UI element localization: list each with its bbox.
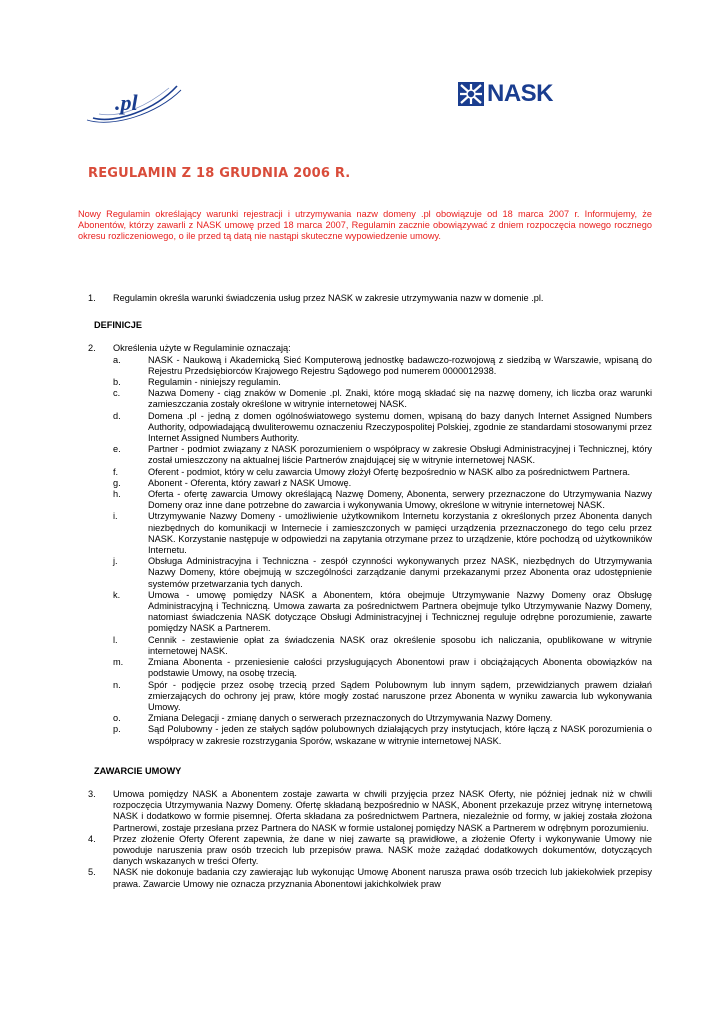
zawarcie-list <box>78 789 652 890</box>
clause-number: 2. <box>88 343 96 354</box>
definition-letter: b. <box>113 377 121 388</box>
definition-item <box>78 444 652 466</box>
definition-letter: a. <box>113 354 121 365</box>
definition-letter: p. <box>113 724 121 735</box>
clause-3 <box>78 789 652 834</box>
nask-emblem-icon <box>458 82 484 106</box>
definition-text: Umowa - umowę pomiędzy NASK a Abonentem, która obejmuje Utrzymywanie Nazwy Domeny oraz Obsługę Administracyjną i Techniczną. Umowa zawarta za pośrednictwem Partnera obejmuje tylko Utrzymywanie Nazwy Domeny, natomiast świadczenia NASK dotyczące Obsługi Administracyjnej i Technicznej reguluje odrębne porozumienie, zawarte pomiędzy NASK a Partnerem. <box>148 589 652 634</box>
definition-text: Obsługa Administracyjna i Techniczna - zespół czynności wykonywanych przez NASK, niezbędnych do Utrzymywania Nazwy Domeny, które obejmują w szczególności zarządzanie danymi przekazanymi przez Abonenta oraz udostępnienie systemów przetwarzania tych danych. <box>148 556 652 589</box>
clause-text: Przez złożenie Oferty Oferent zapewnia, że dane w niej zawarte są prawidłowe, a złożenie Oferty i wykonywanie Umowy nie powoduje naruszenia praw osób trzecich lub przepisów prawa. NASK może zażądać dodatkowych dokumentów, dotyczących danych wskazanych w treści Oferty. <box>113 833 652 867</box>
definition-text: Abonent - Oferenta, który zawarł z NASK Umowę. <box>148 477 352 488</box>
definition-letter: e. <box>113 444 121 455</box>
nask-logo-text: NASK <box>487 80 554 107</box>
definition-letter: g. <box>113 477 121 488</box>
definition-letter: c. <box>113 388 121 399</box>
clause-1 <box>78 293 652 304</box>
definition-letter: j. <box>113 556 118 567</box>
pl-logo <box>85 80 185 128</box>
definition-item <box>78 657 652 679</box>
definition-letter: k. <box>113 589 121 600</box>
clause-number: 5. <box>88 867 96 878</box>
definition-text: Zmiana Delegacji - zmianę danych o serwerach przeznaczonych do Utrzymywania Nazwy Domeny. <box>148 713 553 724</box>
pl-logo-text: .pl <box>115 90 138 115</box>
definition-letter: d. <box>113 410 121 421</box>
clause-number: 4. <box>88 833 96 844</box>
document-title: REGULAMIN Z 18 GRUDNIA 2006 R. <box>88 166 351 181</box>
definition-text: Cennik - zestawienie opłat za świadczenia NASK oraz określenie sposobu ich naliczania, opublikowane w witrynie internetowej NASK. <box>148 634 652 656</box>
definitions-list <box>78 355 652 747</box>
definition-text: Regulamin - niniejszy regulamin. <box>148 377 281 388</box>
definition-item <box>78 724 652 746</box>
definition-letter: l. <box>113 634 118 645</box>
definition-text: Oferent - podmiot, który w celu zawarcia Umowy złożył Ofertę bezpośrednio w NASK albo za pośrednictwem Partnera. <box>148 466 631 477</box>
clause-2 <box>78 343 652 354</box>
definition-text: Spór - podjęcie przez osobę trzecią przed Sądem Polubownym lub innym sądem, przewidzianych prawem działań zmierzających do ochrony jej praw, które mogły zostać naruszone przez Abonenta w wyniku zawarcia lub wykonywania Umowy. <box>148 679 652 712</box>
clause-4 <box>78 834 652 868</box>
clause-text: Umowa pomiędzy NASK a Abonentem zostaje zawarta w chwili przyjęcia przez NASK Oferty, nie później jednak niż w chwili rozpoczęcia Utrzymywania Nazwy Domeny. Ofertę składaną bezpośrednio w NASK, Abonent przekazuje przez witrynę internetową NASK i dodatkowo w formie pisemnej. Oferta składana za pośrednictwem Partnera, niezależnie od formy, w jakiej została złożona Partnerowi, zostaje przesłana przez Partnera do NASK w formie ustalonej pomiędzy NASK a Partnerem w odrębnym porozumieniu. <box>113 788 652 833</box>
definition-item <box>78 388 652 410</box>
definition-letter: o. <box>113 713 121 724</box>
section-heading-zawarcie: ZAWARCIE UMOWY <box>94 765 182 776</box>
nask-logo <box>458 80 573 108</box>
definition-text: Utrzymywanie Nazwy Domeny - umożliwienie użytkownikom Internetu korzystania z określonych przez Abonenta danych niezbędnych do komunikacji w Internecie i zamieszczonych w pamięci urządzenia przeznaczonego do tego celu przez NASK. Korzystanie następuje w odpowiedzi na zapytania otrzymane przez to urządzenie, które pochodzą od użytkowników Internetu. <box>148 511 652 556</box>
definition-text: Oferta - ofertę zawarcia Umowy określającą Nazwę Domeny, Abonenta, serwery przeznaczone do Utrzymywania Nazwy Domeny oraz inne dane potrzebne do zawarcia i wykonywania Umowy, określone w witrynie internetowej NASK. <box>148 489 652 511</box>
clause-number: 1. <box>88 293 96 303</box>
definition-text: Domena .pl - jedną z domen ogólnoświatowego systemu domen, wpisaną do bazy danych Internet Assigned Numbers Authority, odpowiadającą dwuliterowemu oznaczeniu Rzeczypospolitej Polskiej, zgodnie ze standardami stosowanymi przez Internet Assigned Numbers Authority. <box>148 410 652 444</box>
definition-letter: m. <box>113 657 124 668</box>
definition-item <box>78 467 652 478</box>
definition-letter: f. <box>113 466 119 477</box>
definition-text: Partner - podmiot związany z NASK porozumieniem o współpracy w zakresie Obsługi Administracyjnej i Technicznej, który został umieszczony na aktualnej liście Partnerów znajdującej się w witrynie internetowej NASK. <box>148 444 652 466</box>
definition-text: NASK - Naukową i Akademicką Sieć Komputerową jednostkę badawczo-rozwojową z siedzibą w Warszawie, wpisaną do Rejestru Przedsiębiorców Krajowego Rejestru Sądowego pod numerem 0000012938. <box>148 354 652 376</box>
definition-item <box>78 556 652 590</box>
definition-item <box>78 511 652 556</box>
definition-letter: h. <box>113 489 121 500</box>
regulation-body <box>78 293 652 890</box>
clause-text: Określenia użyte w Regulaminie oznaczają: <box>113 343 291 354</box>
definition-text: Sąd Polubowny - jeden ze stałych sądów polubownych działających przy instytucjach, które łączą z NASK porozumienia o współpracy w zakresie rozstrzygania Sporów, wskazane w witrynie internetowej NASK. <box>148 724 652 746</box>
clause-text: Regulamin określa warunki świadczenia usług przez NASK w zakresie utrzymywania nazw w domenie .pl. <box>113 293 544 303</box>
definition-item <box>78 377 652 388</box>
clause-number: 3. <box>88 788 96 799</box>
definition-item <box>78 478 652 489</box>
definition-item <box>78 590 652 635</box>
definition-item <box>78 713 652 724</box>
clause-5 <box>78 867 652 889</box>
definition-text: Zmiana Abonenta - przeniesienie całości przysługujących Abonentowi praw i obciążających Abonenta obowiązków na podstawie Umowy, na osobę trzecią. <box>148 657 652 679</box>
section-heading-definicje: DEFINICJE <box>94 320 142 331</box>
definition-letter: n. <box>113 679 121 690</box>
definition-item <box>78 680 652 714</box>
definition-item <box>78 355 652 377</box>
definition-item <box>78 489 652 511</box>
definition-letter: i. <box>113 511 118 522</box>
definition-item <box>78 411 652 445</box>
definition-text: Nazwa Domeny - ciąg znaków w Domenie .pl. Znaki, które mogą składać się na nazwę domeny, ich liczba oraz warunki zamieszczania zostały określone w witrynie internetowej NASK. <box>148 388 652 410</box>
clause-text: NASK nie dokonuje badania czy zawierając lub wykonując Umowę Abonent narusza prawa osób trzecich lub jakiekolwiek przepisy prawa. Zawarcie Umowy nie oznacza przyznania Abonentowi jakichkolwiek praw <box>113 867 652 889</box>
intro-notice: Nowy Regulamin określający warunki rejestracji i utrzymywania nazw domeny .pl obowiązuje od 18 marca 2007 r. Informujemy, że Abonentów, którzy zawarli z NASK umowę przed 18 marca 2007, Regulamin zacznie obowiązywać z dniem rozpoczęcia nowego rocznego okresu rozliczeniowego, o ile przed tą datą nie nastąpi skuteczne wypowiedzenie umowy. <box>78 209 652 242</box>
definition-item <box>78 635 652 657</box>
